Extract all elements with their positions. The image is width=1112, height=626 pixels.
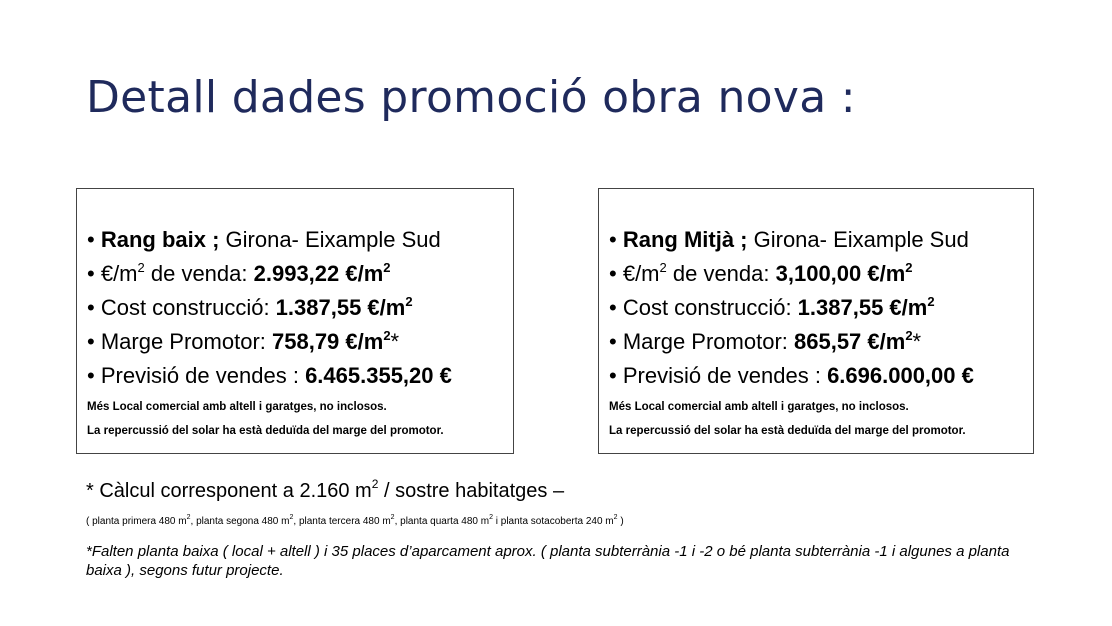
bullet: • [609, 329, 617, 354]
bullet: • [609, 261, 617, 286]
closing-paren: ) [617, 516, 624, 527]
rang-label: Rang baix ; [100, 227, 220, 252]
planta-quarta: , planta quarta 480 m [394, 516, 490, 527]
venda-label: €/m [622, 261, 660, 286]
bullet: • [609, 363, 617, 388]
superscript: 2 [371, 477, 379, 491]
footnote-calcul-text: * Càlcul corresponent a 2.160 m [86, 480, 372, 502]
superscript: 2 [927, 294, 935, 309]
cost-label: Cost construcció: [100, 295, 276, 320]
bullet: • [87, 227, 95, 252]
venda-line [609, 257, 1033, 291]
previsio-line [87, 359, 513, 393]
bullet: • [87, 295, 95, 320]
superscript: 2 [905, 328, 913, 343]
footnote-falten: *Falten planta baixa ( local + altell ) i 35 places d’aparcament aprox. ( planta subterrània -1 i -2 o bé planta subterrània -1 i algunes a planta baixa ), segons futur projecte. [86, 543, 1010, 579]
planta-primera: ( planta primera 480 m [86, 516, 187, 527]
location: Girona- Eixample Sud [219, 227, 441, 252]
cost-value: 1.387,55 €/m [797, 295, 928, 320]
bullet: • [87, 261, 95, 286]
venda-label-rest: de venda: [144, 261, 254, 286]
bullet: • [609, 227, 617, 252]
venda-line [87, 257, 513, 291]
cost-line [609, 291, 1033, 325]
superscript: 2 [659, 260, 667, 275]
venda-value: 3,100,00 €/m [775, 261, 906, 286]
rang-label: Rang Mitjà ; [622, 227, 748, 252]
superscript: 2 [383, 328, 391, 343]
note-solar: La repercussió del solar ha està deduïda del marge del promotor. [87, 425, 444, 437]
marge-star: * [912, 329, 922, 354]
marge-value: 758,79 €/m [272, 329, 384, 354]
superscript: 2 [489, 514, 493, 521]
marge-label: Marge Promotor: [622, 329, 794, 354]
cost-line [87, 291, 513, 325]
previsio-value: 6.696.000,00 € [827, 363, 974, 388]
superscript: 2 [383, 260, 391, 275]
planta-tercera: , planta tercera 480 m [293, 516, 391, 527]
venda-value: 2.993,22 €/m [253, 261, 384, 286]
previsio-line [609, 359, 1033, 393]
superscript: 2 [613, 514, 618, 521]
superscript: 2 [289, 514, 294, 521]
rang-baix-box [76, 188, 514, 454]
rang-mitja-box [598, 188, 1034, 454]
cost-label: Cost construcció: [622, 295, 798, 320]
marge-label: Marge Promotor: [100, 329, 272, 354]
marge-line [87, 325, 513, 359]
cost-value: 1.387,55 €/m [275, 295, 406, 320]
page-title: Detall dades promoció obra nova : [86, 72, 856, 123]
bullet: • [609, 295, 617, 320]
bullet: • [87, 363, 95, 388]
rang-line [609, 223, 1033, 257]
marge-value: 865,57 €/m [794, 329, 906, 354]
superscript: 2 [186, 514, 191, 521]
marge-star: * [390, 329, 400, 354]
note-local: Més Local comercial amb altell i garatges, no inclosos. [87, 401, 387, 413]
superscript: 2 [137, 260, 145, 275]
superscript: 2 [405, 294, 413, 309]
superscript: 2 [390, 514, 395, 521]
location: Girona- Eixample Sud [747, 227, 969, 252]
note-solar: La repercussió del solar ha està deduïda del marge del promotor. [609, 425, 966, 437]
rang-line [87, 223, 513, 257]
previsio-label: Previsió de vendes : [100, 363, 306, 388]
marge-line [609, 325, 1033, 359]
footnote-calcul [86, 477, 565, 503]
note-local: Més Local comercial amb altell i garatges, no inclosos. [609, 401, 909, 413]
footnote-calcul-text-rest: / sostre habitatges – [378, 480, 565, 502]
planta-segona: , planta segona 480 m [190, 516, 290, 527]
previsio-label: Previsió de vendes : [622, 363, 828, 388]
footnote-plantes [86, 516, 624, 527]
previsio-value: 6.465.355,20 € [305, 363, 452, 388]
venda-label: €/m [100, 261, 138, 286]
venda-label-rest: de venda: [666, 261, 776, 286]
superscript: 2 [905, 260, 913, 275]
bullet: • [87, 329, 95, 354]
planta-sotacoberta: i planta sotacoberta 240 m [493, 516, 614, 527]
